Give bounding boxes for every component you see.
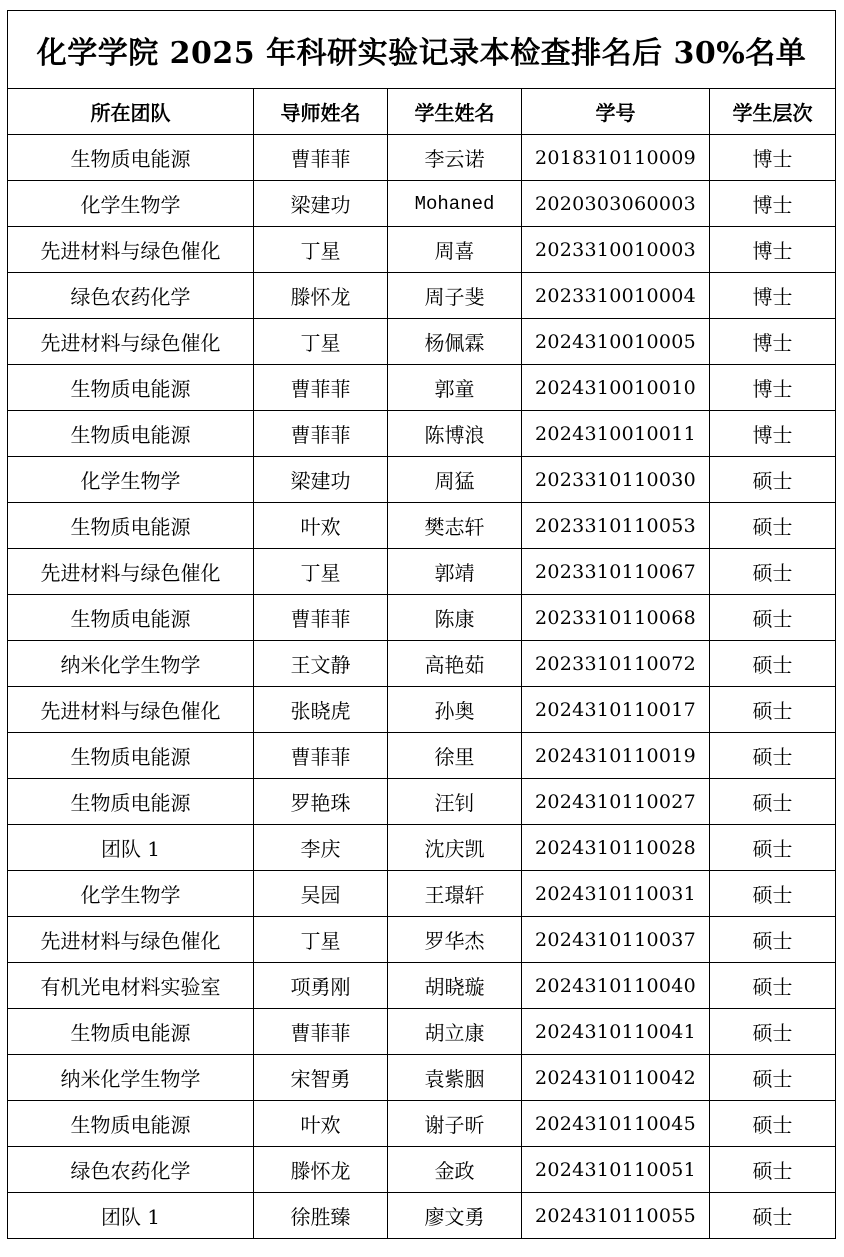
student-cell: 王璟轩 (388, 871, 522, 917)
team-cell: 生物质电能源 (8, 1009, 254, 1055)
student-level-cell: 硕士 (710, 1147, 836, 1193)
student-id-cell: 2024310010010 (522, 365, 710, 411)
student-cell: 杨佩霖 (388, 319, 522, 365)
table-row (8, 457, 836, 503)
table-body (8, 135, 836, 1239)
table-row (8, 1055, 836, 1101)
team-cell: 化学生物学 (8, 457, 254, 503)
student-id-cell: 2024310110017 (522, 687, 710, 733)
team-cell: 先进材料与绿色催化 (8, 227, 254, 273)
student-id-cell: 2023310110030 (522, 457, 710, 503)
table-row (8, 917, 836, 963)
table-row (8, 1147, 836, 1193)
table-row (8, 1101, 836, 1147)
table-row (8, 963, 836, 1009)
student-level-cell: 博士 (710, 411, 836, 457)
team-cell: 纳米化学生物学 (8, 641, 254, 687)
student-cell: 郭靖 (388, 549, 522, 595)
student-id-cell: 2024310110031 (522, 871, 710, 917)
student-cell: 汪钊 (388, 779, 522, 825)
student-id-cell: 2024310110027 (522, 779, 710, 825)
student-cell: 徐里 (388, 733, 522, 779)
column-header-level: 学生层次 (710, 89, 836, 135)
student-list-table (7, 10, 836, 1239)
student-cell: 高艳茹 (388, 641, 522, 687)
student-level-cell: 硕士 (710, 917, 836, 963)
student-id-cell: 2023310110068 (522, 595, 710, 641)
table-row (8, 319, 836, 365)
table-row (8, 273, 836, 319)
student-level-cell: 博士 (710, 135, 836, 181)
student-level-cell: 硕士 (710, 1193, 836, 1239)
student-id-cell: 2018310110009 (522, 135, 710, 181)
team-cell: 生物质电能源 (8, 1101, 254, 1147)
team-cell: 纳米化学生物学 (8, 1055, 254, 1101)
student-id-cell: 2024310110040 (522, 963, 710, 1009)
team-cell: 生物质电能源 (8, 135, 254, 181)
column-header-team: 所在团队 (8, 89, 254, 135)
student-cell: 陈康 (388, 595, 522, 641)
team-cell: 先进材料与绿色催化 (8, 319, 254, 365)
team-cell: 绿色农药化学 (8, 273, 254, 319)
student-level-cell: 硕士 (710, 1055, 836, 1101)
student-id-cell: 2020303060003 (522, 181, 710, 227)
document-title: 化学学院 2025 年科研实验记录本检查排名后 30%名单 (8, 11, 836, 89)
student-level-cell: 硕士 (710, 871, 836, 917)
student-cell: 陈博浪 (388, 411, 522, 457)
student-cell: 周喜 (388, 227, 522, 273)
student-cell: 廖文勇 (388, 1193, 522, 1239)
title-row (8, 11, 836, 89)
student-cell: 樊志轩 (388, 503, 522, 549)
student-cell: 袁紫胭 (388, 1055, 522, 1101)
student-level-cell: 硕士 (710, 641, 836, 687)
student-level-cell: 硕士 (710, 963, 836, 1009)
student-id-cell: 2024310110055 (522, 1193, 710, 1239)
table-row (8, 733, 836, 779)
advisor-cell: 项勇刚 (254, 963, 388, 1009)
student-cell: 罗华杰 (388, 917, 522, 963)
team-cell: 先进材料与绿色催化 (8, 687, 254, 733)
student-id-cell: 2024310110041 (522, 1009, 710, 1055)
team-cell: 生物质电能源 (8, 595, 254, 641)
team-cell: 团队 1 (8, 1193, 254, 1239)
student-level-cell: 硕士 (710, 825, 836, 871)
student-cell: 谢子昕 (388, 1101, 522, 1147)
column-header-id: 学号 (522, 89, 710, 135)
team-cell: 团队 1 (8, 825, 254, 871)
advisor-cell: 曹菲菲 (254, 595, 388, 641)
document-sheet (7, 10, 835, 1239)
advisor-cell: 滕怀龙 (254, 1147, 388, 1193)
student-id-cell: 2024310110051 (522, 1147, 710, 1193)
student-level-cell: 硕士 (710, 595, 836, 641)
advisor-cell: 丁星 (254, 227, 388, 273)
advisor-cell: 曹菲菲 (254, 411, 388, 457)
advisor-cell: 王文静 (254, 641, 388, 687)
advisor-cell: 滕怀龙 (254, 273, 388, 319)
advisor-cell: 梁建功 (254, 181, 388, 227)
student-level-cell: 硕士 (710, 503, 836, 549)
student-level-cell: 博士 (710, 273, 836, 319)
advisor-cell: 曹菲菲 (254, 733, 388, 779)
student-id-cell: 2024310110037 (522, 917, 710, 963)
table-row (8, 365, 836, 411)
student-id-cell: 2023310110072 (522, 641, 710, 687)
advisor-cell: 罗艳珠 (254, 779, 388, 825)
advisor-cell: 曹菲菲 (254, 1009, 388, 1055)
student-level-cell: 硕士 (710, 687, 836, 733)
table-row (8, 871, 836, 917)
column-header-student: 学生姓名 (388, 89, 522, 135)
student-id-cell: 2023310110053 (522, 503, 710, 549)
advisor-cell: 吴园 (254, 871, 388, 917)
table-row (8, 1009, 836, 1055)
student-cell: 李云诺 (388, 135, 522, 181)
student-cell: 周猛 (388, 457, 522, 503)
student-cell: 周子斐 (388, 273, 522, 319)
student-level-cell: 硕士 (710, 457, 836, 503)
table-row (8, 779, 836, 825)
student-level-cell: 硕士 (710, 733, 836, 779)
student-id-cell: 2023310010003 (522, 227, 710, 273)
table-row (8, 687, 836, 733)
table-row (8, 641, 836, 687)
column-header-advisor: 导师姓名 (254, 89, 388, 135)
team-cell: 生物质电能源 (8, 365, 254, 411)
team-cell: 生物质电能源 (8, 411, 254, 457)
advisor-cell: 张晓虎 (254, 687, 388, 733)
student-id-cell: 2024310010005 (522, 319, 710, 365)
student-level-cell: 博士 (710, 319, 836, 365)
advisor-cell: 宋智勇 (254, 1055, 388, 1101)
student-level-cell: 硕士 (710, 779, 836, 825)
student-cell: Mohaned (388, 181, 522, 227)
student-id-cell: 2023310010004 (522, 273, 710, 319)
advisor-cell: 李庆 (254, 825, 388, 871)
student-id-cell: 2024310110045 (522, 1101, 710, 1147)
advisor-cell: 丁星 (254, 549, 388, 595)
advisor-cell: 曹菲菲 (254, 365, 388, 411)
table-row (8, 1193, 836, 1239)
student-id-cell: 2024310110042 (522, 1055, 710, 1101)
student-id-cell: 2024310010011 (522, 411, 710, 457)
advisor-cell: 梁建功 (254, 457, 388, 503)
student-cell: 沈庆凯 (388, 825, 522, 871)
student-level-cell: 硕士 (710, 1009, 836, 1055)
team-cell: 化学生物学 (8, 871, 254, 917)
student-cell: 孙奥 (388, 687, 522, 733)
team-cell: 先进材料与绿色催化 (8, 549, 254, 595)
table-row (8, 503, 836, 549)
student-id-cell: 2024310110028 (522, 825, 710, 871)
header-row (8, 89, 836, 135)
team-cell: 化学生物学 (8, 181, 254, 227)
team-cell: 有机光电材料实验室 (8, 963, 254, 1009)
table-row (8, 181, 836, 227)
advisor-cell: 叶欢 (254, 1101, 388, 1147)
student-id-cell: 2023310110067 (522, 549, 710, 595)
table-row (8, 549, 836, 595)
table-row (8, 595, 836, 641)
advisor-cell: 徐胜臻 (254, 1193, 388, 1239)
student-level-cell: 博士 (710, 227, 836, 273)
team-cell: 先进材料与绿色催化 (8, 917, 254, 963)
advisor-cell: 丁星 (254, 319, 388, 365)
table-row (8, 825, 836, 871)
student-level-cell: 硕士 (710, 1101, 836, 1147)
advisor-cell: 叶欢 (254, 503, 388, 549)
student-level-cell: 博士 (710, 181, 836, 227)
student-id-cell: 2024310110019 (522, 733, 710, 779)
team-cell: 生物质电能源 (8, 733, 254, 779)
student-level-cell: 硕士 (710, 549, 836, 595)
table-row (8, 411, 836, 457)
student-cell: 郭童 (388, 365, 522, 411)
team-cell: 绿色农药化学 (8, 1147, 254, 1193)
student-cell: 胡立康 (388, 1009, 522, 1055)
team-cell: 生物质电能源 (8, 779, 254, 825)
student-cell: 胡晓璇 (388, 963, 522, 1009)
advisor-cell: 丁星 (254, 917, 388, 963)
table-row (8, 227, 836, 273)
student-cell: 金政 (388, 1147, 522, 1193)
team-cell: 生物质电能源 (8, 503, 254, 549)
table-row (8, 135, 836, 181)
student-level-cell: 博士 (710, 365, 836, 411)
advisor-cell: 曹菲菲 (254, 135, 388, 181)
